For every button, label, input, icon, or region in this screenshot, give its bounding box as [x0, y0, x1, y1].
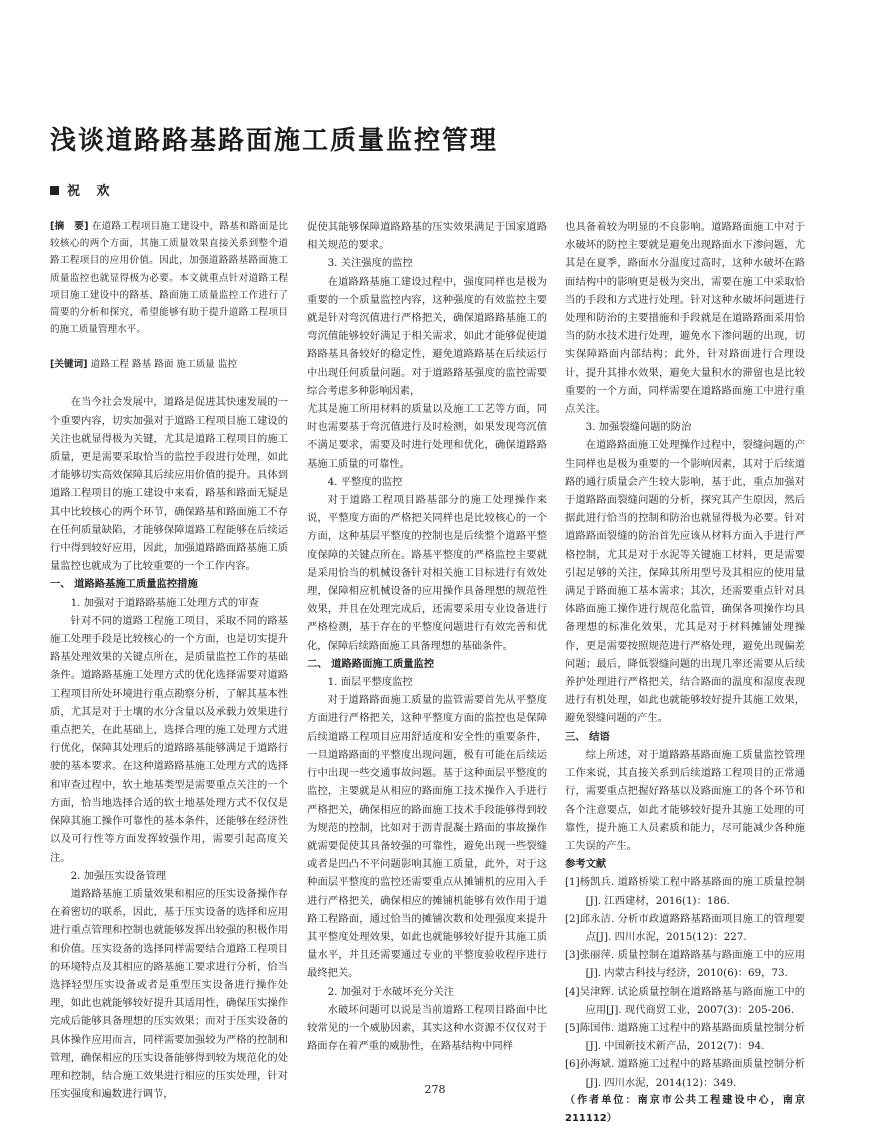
section-heading-1: 一、 道路路基施工质量监控措施 — [50, 578, 198, 591]
paragraph-2-1: 对于道路路面施工质量的监管需要首先从平整度方面进行严格把关，这种平整度方面的监控也是保障后续道路工程项目应用舒适度和安全性的重要条件，一旦道路路面的平整度出现问题，极有可能在后续运行中出现一些交通事故问题。基于这种面层平整度的监控，主要就是从相应的路面施工技术操作入手进行严格把关，确保相应的路面施工技术手段能够得到较为规范的控制，比如对于沥青混凝土路面的事故操作就需要促使其具备较强的可靠性，避免出现一些裂缝或者是凹凸不平问题影响其施工质量，此外，对于这种面层平整度的监控还需要重点从摊铺机的应用入手进行严格把关，确保相应的摊铺机能够有效作用于道路工程路面，通过恰当的摊铺次数和处理强度来提升其平整度处理效果，如此也就能够较好提升其施工质量水平，并且还需要通过专业的平整度验收程序进行最终把关。 — [307, 694, 547, 980]
section-heading-3: 三、 结语 — [565, 730, 610, 743]
subheading-2-1: 1. 面层平整度监控 — [327, 676, 413, 689]
keywords-text: 道路工程 路基 路面 施工质量 监控 — [90, 359, 238, 371]
reference-item: [1]杨凯兵. 道路桥梁工程中路基路面的施工质量控制[J]. 江西建材，2016(1)：186. — [565, 876, 805, 907]
square-bullet-icon — [50, 186, 59, 195]
references-heading: 参考文献 — [565, 858, 607, 871]
reference-item: [6]孙海斌. 道路施工过程中的路基路面质量控制分析[J]. 四川水泥，2014(12)：349. — [565, 1058, 805, 1089]
abstract-text: 在道路工程项目施工建设中，路基和路面是比较核心的两个方面，其施工质量效果直接关系到整个道路工程项目的应用价值。因此，加强道路路基路面施工质量监控也就显得极为必要。本文就重点针对道路工程项目施工建设中的路基、路面施工质量监控工作进行了简要的分析和探究，希望能够有助于提升道路工程项目的施工质量管理水平。 — [50, 221, 288, 336]
abstract-label: [摘 要] — [50, 221, 89, 232]
paragraph-1-2: 道路路基施工质量效果和相应的压实设备操作存在着密切的联系，因此，基于压实设备的选择和应用进行重点管理和控制也就能够发挥出较强的积极作用和价值。压实设备的选择同样需要结合道路工程项目的环境特点及其相应的路基施工要求进行分析，恰当选择轻型压实设备或者是重型压实设备进行操作处理，如此也就能够较好提升其适用性，确保压实操作完成后能够具备理想的压实效果；而对于压实设备的具体操作应用而言，同样需要加强较为严格的控制和管理，确保相应的压实设备能够得到较为规范化的处理和控制，结合施工效果进行相应的压实处理，针对压实强度和遍数进行调节， — [50, 887, 288, 1101]
reference-item: [5]陈国伟. 道路施工过程中的路基路面质量控制分析[J]. 中国新技术新产品，2012(7)：94. — [565, 1021, 805, 1053]
reference-item: [3]张丽萍. 质量控制在道路路基与路面施工中的应用[J]. 内蒙古科技与经济，2010(6)：69，73. — [565, 949, 805, 980]
subheading-1-2: 2. 加强压实设备管理 — [70, 869, 167, 882]
intro-paragraph: 在当今社会发展中，道路是促进其快速发展的一个重要内容，切实加强对于道路工程项目施工建设的关注也就显得极为关键，尤其是道路工程项目的施工质量，更是需要采取恰当的监控手段进行处理，如此才能够切实高效保障其后续应用价值的提升。具体到道路工程项目的施工建设中来看，路基和路面无疑是其中比较核心的两个环节，确保路基和路面施工不存在任何质量缺陷，才能够保障道路工程能够在后续运行中得到较好应用，因此，加强道路路面路基施工质量监控也就成为了比较重要的一个工作内容。 — [50, 396, 288, 573]
subheading-1-4: 4. 平整度的监控 — [327, 475, 403, 488]
reference-item: [4]吴津辉. 试论质量控制在道路路基与路面施工中的应用[J]. 现代商贸工业，2007(3)：205-206. — [565, 985, 805, 1016]
paragraph-1-3-continued: 尤其是施工所用材料的质量以及施工工艺等方面，同时也需要基于弯沉值进行及时检测，如果发现弯沉值不满足要求，需要及时进行处理和优化，确保道路路基施工质量的可靠性。 — [307, 403, 547, 470]
paragraph-2-2: 水破坏问题可以说是当前道路工程项目路面中比较常见的一个威胁因素，其实这种水资源不仅仅对于路面存在着严重的威胁性，在路基结构中同样 — [307, 1003, 547, 1053]
subheading-1-3: 3. 关注强度的监控 — [327, 257, 413, 270]
column-3 — [565, 218, 805, 1128]
paragraph-1-4: 对于道路工程项目路基部分的施工处理操作来说，平整度方面的严格把关同样也是比较核心的一个方面，这种基层平整度的控制也是后续整个道路平整度保障的关键点所在。路基平整度的严格监控主要就是采用恰当的机械设备针对相关施工目标进行有效处理，保障相应机械设备的应用操作具备理想的规范性效果，并且在处理完成后，还需要采用专业设备进行严格检测，基于存在的平整度问题进行有效完善和优化，保障后续路面施工具备理想的基础条件。 — [307, 494, 547, 652]
paragraph-1-1: 针对不同的道路工程施工项目，采取不同的路基施工处理手段是比较核心的一个方面，也是切实提升路基处理效果的关键点所在，是质量监控工作的基础条件。道路路基施工处理方式的优化选择需要对道路工程项目所处环境进行重点勘察分析，了解其基本性质，尤其是对于土壤的水分含量以及承载力效果进行重点把关，在此基础上，选择合理的施工处理方式进行优化，保障其处理后的道路路基能够满足于道路行驶的基本要求。在这种道路路基施工处理方式的选择和审查过程中，软土地基类型是需要重点关注的一个方面，恰当地选择合适的软土地基处理方式不仅仅是保障其施工操作可靠性的基本条件，还能够在经济性以及可行性等方面发挥较强作用，需要引起高度关注。 — [50, 614, 288, 864]
conclusion-paragraph: 综上所述，对于道路路基路面施工质量监控管理工作来说，其直接关系到后续道路工程项目的正常通行，需要重点把握好路基以及路面施工的各个环节和各个注意要点，如此才能够较好提升其施工处理的可靠性，提升施工人员素质和能力，尽可能减少各种施工失误的产生。 — [565, 748, 805, 852]
subheading-2-3: 3. 加强裂缝问题的防治 — [585, 421, 692, 434]
column-2 — [307, 218, 547, 1055]
paragraph-1-3: 在道路路基施工建设过程中，强度同样也是极为重要的一个质量监控内容，这种强度的有效监控主要就是针对弯沉值进行严格把关，确保道路路基施工的弯沉值能够较好满足于相关需求，如此才能够促使道路路基具备较好的稳定性，避免道路路基在后续运行中出现任何质量问题。对于道路路基强度的监控需要综合考虑多种影响因素， — [307, 275, 547, 397]
author-name: 祝 欢 — [67, 184, 116, 199]
keywords — [50, 356, 288, 373]
author-line — [50, 180, 116, 199]
article-title: 浅谈道路路基路面施工质量监控管理 — [50, 126, 499, 156]
section-heading-2: 二、 道路路面施工质量监控 — [307, 657, 435, 670]
reference-item: [2]邱永洁. 分析市政道路路基路面项目施工的管理要点[J]. 四川水泥，2015(12)：227. — [565, 912, 805, 943]
subheading-2-2: 2. 加强对于水破坏充分关注 — [327, 985, 454, 998]
abstract — [50, 218, 288, 338]
paragraph-2-3: 在道路路面施工处理操作过程中，裂缝问题的产生同样也是极为重要的一个影响因素，其对于后续道路的通行质量会产生较大影响，基于此，重点加强对于道路路面裂缝问题的分析，探究其产生原因，然后据此进行恰当的控制和防治也就显得极为必要。针对道路路面裂缝的防治首先应该从材料方面入手进行严格控制，尤其是对于水泥等关键施工材料，更是需要引起足够的关注，保障其所用型号及其相应的使用量满足于路面施工基本需求；其次，还需要重点针对具体路面施工操作进行规范化监管，确保各项操作均具备理想的标准化效果，尤其是对于材料摊铺处理操作，更是需要按照规范进行严格处理，避免出现偏差问题；最后，降低裂缝问题的出现几率还需要从后续养护处理进行严格把关，结合路面的温度和湿度表现进行有机处理，如此也就能够较好提升其施工效果，避免裂缝问题的产生。 — [565, 439, 805, 725]
author-affiliation: （作者单位：南京市公共工程建设中心，南京211112） — [565, 1094, 805, 1124]
subheading-1-1: 1. 加强对于道路路基施工处理方式的审查 — [70, 596, 259, 609]
column-1 — [50, 218, 288, 1103]
keywords-label: [关键词] — [50, 359, 88, 371]
page-number: 278 — [424, 1083, 446, 1096]
paragraph-1-2-continued: 促使其能够保障道路路基的压实效果满足于国家道路相关规范的要求。 — [307, 221, 547, 252]
paragraph-2-2-continued: 也具备着较为明显的不良影响。道路路面施工中对于水破坏的防控主要就是避免出现路面水下渗问题，尤其是在夏季，路面水分温度过高时，这种水破坏在路面结构中的影响更是极为突出，需要在施工中采取恰当的手段和方式进行处理。针对这种水破坏问题进行处理和防治的主要措施和手段就是在道路路面采用恰当的防水技术进行处理，避免水下渗问题的出现，切实保障路面内部结构；此外，针对路面进行合理设计，提升其排水效果，避免大量积水的滞留也是比较重要的一个方面，同样需要在道路路面施工中进行重点关注。 — [565, 221, 805, 416]
